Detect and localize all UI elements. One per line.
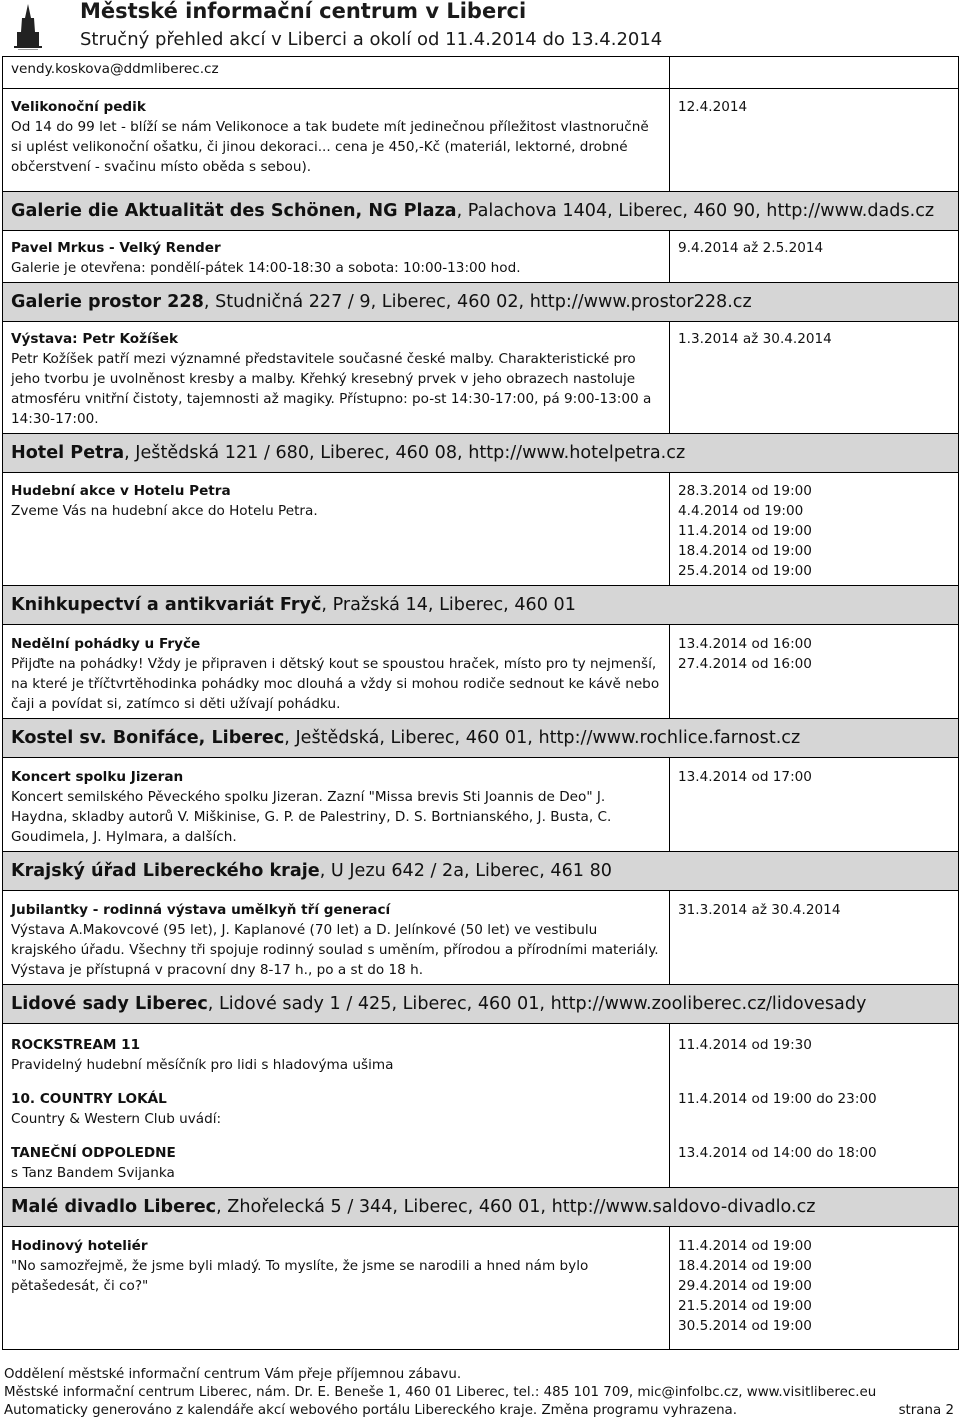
page-number: strana 2: [898, 1403, 954, 1418]
page-subtitle: Stručný přehled akcí v Liberci a okolí od 11.4.2014 do 13.4.2014: [80, 29, 663, 50]
event-date: 18.4.2014 od 19:00: [678, 543, 812, 559]
event-title: Jubilantky - rodinná výstava umělkyň tří generací: [11, 902, 391, 918]
date-cell: [670, 231, 958, 282]
liberec-townhall-logo-icon: [8, 2, 48, 52]
event-cell: [3, 322, 670, 433]
event-cell: [3, 758, 670, 851]
event-row: [2, 89, 959, 192]
event-row: [2, 473, 959, 586]
event-description: Country & Western Club uvádí:: [11, 1111, 222, 1127]
venue-address: , Studničná 227 / 9, Liberec, 460 02, http://www.prostor228.cz: [203, 292, 752, 312]
date-cell: [670, 473, 958, 585]
event-date: 4.4.2014 od 19:00: [678, 503, 804, 519]
date-cell: [670, 1227, 958, 1349]
venue-name: Knihkupectví a antikvariát Fryč: [11, 595, 322, 615]
event-title: Koncert spolku Jizeran: [11, 769, 184, 785]
venue-address: , U Jezu 642 / 2a, Liberec, 461 80: [319, 861, 612, 881]
event-date: 13.4.2014 od 16:00: [678, 636, 812, 652]
event-description: Galerie je otevřena: pondělí-pátek 14:00-18:30 a sobota: 10:00-13:00 hod.: [11, 260, 521, 276]
event-row-continued: [2, 56, 959, 89]
event-cell: [3, 231, 670, 282]
venue-address: , Ještědská, Liberec, 460 01, http://www.rochlice.farnost.cz: [284, 728, 801, 748]
event-date: 13.4.2014 od 17:00: [678, 769, 812, 785]
event-row: [2, 1227, 959, 1350]
venue-header: [2, 434, 959, 473]
event-row: [2, 231, 959, 283]
event-cell: [3, 891, 670, 984]
page-title: Městské informační centrum v Liberci: [80, 0, 527, 23]
event-description: Petr Kožíšek patří mezi významné představitele současné české malby. Charakteristické pro jeho tvorbu je uvolněnost kresby a malby. Křehký kresebný prvek v jeho obrazech nastoluje atmosféru vnitřní čistoty, tajemnosti až magiky. Přístupno: po-st 14:30-17:00, pá 9:00-13:00 a 14:30-17:00.: [11, 351, 652, 427]
event-row: [2, 891, 959, 985]
venue-address: , Pražská 14, Liberec, 460 01: [321, 595, 576, 615]
event-date: 11.4.2014 od 19:30: [678, 1037, 812, 1053]
event-date: 11.4.2014 od 19:00: [678, 1238, 812, 1254]
event-date: 11.4.2014 od 19:00: [678, 523, 812, 539]
event-description: "No samozřejmě, že jsme byli mladý. To myslíte, že jsme se narodili a hned nám bylo pětašedesát, či co?": [11, 1258, 589, 1294]
event-cell: [3, 1024, 670, 1187]
event-title: Výstava: Petr Kožíšek: [11, 331, 179, 347]
event-title: Hodinový hoteliér: [11, 1238, 148, 1254]
event-description: Výstava A.Makovcové (95 let), J. Kaplanové (70 let) a D. Jelínkové (50 let) ve vestibulu krajského úřadu. Všechny tři spojuje rodinný soulad s uměním, přírodou a přírodními materiály. Výstava je přístupná v pracovní dny 8-17 h., po a st do 18 h.: [11, 922, 659, 978]
venue-name: Galerie die Aktualität des Schönen, NG Plaza: [11, 201, 457, 221]
event-title: Velikonoční pedik: [11, 99, 146, 115]
event-description: Zveme Vás na hudební akce do Hotelu Petra.: [11, 503, 318, 519]
event-title: Pavel Mrkus - Velký Render: [11, 240, 221, 256]
event-cell: [3, 625, 670, 718]
contact-email[interactable]: vendy.koskova@ddmliberec.cz: [11, 61, 219, 77]
event-title: ROCKSTREAM 11: [11, 1037, 141, 1053]
date-cell: [670, 322, 958, 433]
venue-name: Krajský úřad Libereckého kraje: [11, 861, 320, 881]
venue-name: Hotel Petra: [11, 443, 125, 463]
event-date: 29.4.2014 od 19:00: [678, 1278, 812, 1294]
event-date: 18.4.2014 od 19:00: [678, 1258, 812, 1274]
event-description: Koncert semilského Pěveckého spolku Jizeran. Zazní "Missa brevis Sti Joannis de Deo" J. Haydna, skladby autorů V. Miškinise, G. P. de Palestriny, D. S. Bortnianského, J. Busta, C. Goudimela, J. Hylmara, a dalších.: [11, 789, 612, 845]
event-description: Od 14 do 99 let - blíží se nám Velikonoce a tak budete mít jedinečnou příležitost vlastnoručně si uplést velikonoční ošatku, či jinou dekoraci... cena je 450,-Kč (materiál, lektorné, drobné občerstvení - svačinu místo oběda s sebou).: [11, 119, 649, 175]
venue-name: Kostel sv. Bonifáce, Liberec: [11, 728, 285, 748]
event-date: 25.4.2014 od 19:00: [678, 563, 812, 579]
event-description: Pravidelný hudební měsíčník pro lidi s hladovýma ušima: [11, 1057, 394, 1073]
event-title: Hudební akce v Hotelu Petra: [11, 483, 231, 499]
venue-name: Lidové sady Liberec: [11, 994, 208, 1014]
venue-address: , Zhořelecká 5 / 344, Liberec, 460 01, http://www.saldovo-divadlo.cz: [216, 1197, 816, 1217]
venue-header: [2, 586, 959, 625]
date-cell: [670, 891, 958, 984]
venue-header: [2, 192, 959, 231]
events-table: [2, 56, 959, 1350]
venue-address: , Palachova 1404, Liberec, 460 90, http://www.dads.cz: [456, 201, 935, 221]
event-date: 30.5.2014 od 19:00: [678, 1318, 812, 1334]
event-date: 31.3.2014 až 30.4.2014: [678, 902, 841, 918]
page-footer: [4, 1366, 954, 1420]
page-header: [0, 0, 960, 58]
venue-header: [2, 985, 959, 1024]
footer-greeting: Oddělení městské informační centrum Vám přeje příjemnou zábavu.: [4, 1367, 462, 1382]
event-date: 9.4.2014 až 2.5.2014: [678, 240, 824, 256]
event-row: [2, 758, 959, 852]
venue-header: [2, 1188, 959, 1227]
venue-header: [2, 719, 959, 758]
event-date: 13.4.2014 od 14:00 do 18:00: [678, 1145, 877, 1161]
event-date: 1.3.2014 až 30.4.2014: [678, 331, 832, 347]
event-date: 27.4.2014 od 16:00: [678, 656, 812, 672]
date-cell: [670, 89, 958, 191]
date-cell: [670, 758, 958, 851]
date-cell: [670, 1024, 958, 1187]
event-date: 11.4.2014 od 19:00 do 23:00: [678, 1091, 877, 1107]
event-description: Přijďte na pohádky! Vždy je připraven i dětský kout se spoustou hraček, místo pro ty nejmenší, na které je tříčtvrtěhodinka pohádky moc dlouhá a vždy si mohou rodiče sednout ke kávě nebo čaji a povídat si, zatímco si děti užívají pohádku.: [11, 656, 660, 712]
event-cell: [3, 1227, 670, 1349]
event-row: [2, 322, 959, 434]
event-cell: [3, 89, 670, 191]
date-cell: [670, 625, 958, 718]
venue-address: , Ještědská 121 / 680, Liberec, 460 08, http://www.hotelpetra.cz: [124, 443, 686, 463]
event-title: Nedělní pohádky u Fryče: [11, 636, 201, 652]
footer-disclaimer: Automaticky generováno z kalendáře akcí webového portálu Libereckého kraje. Změna programu vyhrazena.: [4, 1403, 738, 1418]
event-row: [2, 625, 959, 719]
event-description: s Tanz Bandem Svijanka: [11, 1165, 175, 1181]
date-cell: [670, 57, 958, 88]
venue-name: Galerie prostor 228: [11, 292, 204, 312]
event-cell: [3, 473, 670, 585]
event-title: 10. COUNTRY LOKÁL: [11, 1091, 167, 1107]
event-cell: [3, 57, 670, 88]
venue-header: [2, 852, 959, 891]
venue-address: , Lidové sady 1 / 425, Liberec, 460 01, http://www.zooliberec.cz/lidovesady: [207, 994, 867, 1014]
footer-contact: Městské informační centrum Liberec, nám. Dr. E. Beneše 1, 460 01 Liberec, tel.: 485 101 709, mic@infolbc.cz, www.visitliberec.eu: [4, 1385, 877, 1400]
venue-name: Malé divadlo Liberec: [11, 1197, 217, 1217]
event-date: 21.5.2014 od 19:00: [678, 1298, 812, 1314]
event-title: TANEČNÍ ODPOLEDNE: [11, 1145, 176, 1161]
event-row: [2, 1024, 959, 1188]
event-date: 12.4.2014: [678, 99, 748, 115]
venue-header: [2, 283, 959, 322]
event-date: 28.3.2014 od 19:00: [678, 483, 812, 499]
